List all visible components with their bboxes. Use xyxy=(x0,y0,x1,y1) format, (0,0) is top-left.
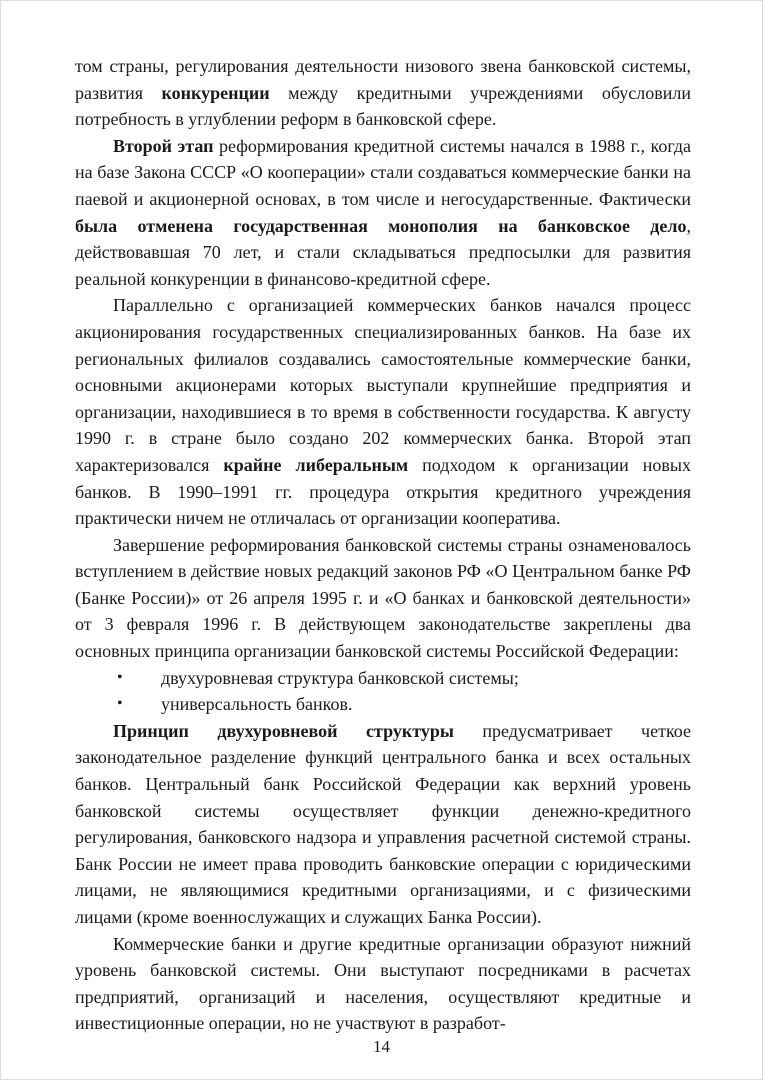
bold-text-run: конкуренции xyxy=(161,82,270,103)
text-run: Коммерческие банки и другие кредитные организации образуют нижний уровень банковской системы. Они выступают посредниками в расчетах предприятий, организаций и населения, осуществляют кредитные и инвестиционные операции, но не участвуют в разработ- xyxy=(75,933,691,1034)
page-number: 14 xyxy=(373,1037,390,1056)
paragraph xyxy=(75,133,691,293)
text-run: , действовавшая 70 лет, и стали складываться предпосылки для развития реальной конкуренции в финансово-кредитной сфере. xyxy=(75,215,691,289)
paragraph xyxy=(75,931,691,1037)
bullet-icon: • xyxy=(117,695,123,713)
text-run: реформирования кредитной системы начался в 1988 г., когда на базе Закона СССР «О кооперации» стали создаваться коммерческие банки на паевой и акционерной основах, в том числе и негосударственные. Фактически xyxy=(75,135,691,209)
bullet-text xyxy=(161,691,691,718)
text-run: Параллельно с организацией коммерческих банков начался процесс акционирования государственных специализированных банков. На базе их региональных филиалов создавались самостоятельные коммерческие банки, основными акционерами которых выступали крупнейшие предприятия и организации, находившиеся в то время в собственности государства. К августу 1990 г. в стране было создано 202 коммерческих банка. Второй этап характеризовался xyxy=(75,295,691,475)
text-run: универсальность банков. xyxy=(161,694,353,715)
text-run: двухуровневая структура банковской системы; xyxy=(161,667,519,688)
paragraph xyxy=(75,718,691,931)
bullet-item xyxy=(75,691,691,718)
text-run: между кредитными учреждениями обусловили потребность в углублении реформ в банковской сфере. xyxy=(75,82,692,130)
bullet-item xyxy=(75,665,691,692)
page-content xyxy=(75,53,691,1037)
bullet-text xyxy=(161,665,691,692)
text-run: предусматривает четкое законодательное разделение функций центрального банка и всех остальных банков. Центральный банк Российской Федерации как верхний уровень банковской системы осуществляет функции денежно-кредитного регулирования, банковского надзора и управления расчетной системой страны. Банк России не имеет права проводить банковские операции с юридическими лицами, не являющимися кредитными организациями, и с физическими лицами (кроме военнослужащих и служащих Банка России). xyxy=(75,720,691,927)
text-run: Завершение реформирования банковской системы страны ознаменовалось вступлением в действие новых редакций законов РФ «О Центральном банке РФ (Банке России)» от 26 апреля 1995 г. и «О банках и банковской деятельности» от 3 февраля 1996 г. В действующем законодательстве закреплены два основных принципа организации банковской системы Российской Федерации: xyxy=(75,534,691,662)
text-run: подходом к организации новых банков. В 1990–1991 гг. процедура открытия кредитного учреждения практически ничем не отличалась от организации кооператива. xyxy=(75,454,691,529)
bold-text-run: крайне либеральным xyxy=(223,454,409,475)
paragraph xyxy=(75,53,691,133)
bold-text-run: Принцип двухуровневой структуры xyxy=(113,720,454,741)
paragraph xyxy=(75,532,691,665)
bold-text-run: была отменена государственная монополия на банковское дело xyxy=(75,215,687,236)
bold-text-run: Второй этап xyxy=(113,135,214,156)
paragraph xyxy=(75,292,691,531)
text-run: том страны, регулирования деятельности низового звена банковской системы, развития xyxy=(75,56,691,103)
bullet-icon: • xyxy=(117,668,123,686)
